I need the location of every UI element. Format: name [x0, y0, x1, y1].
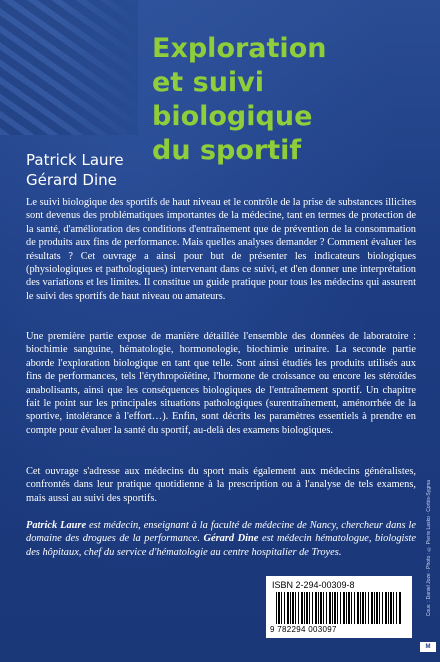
- bio-author-name: Patrick Laure: [26, 520, 87, 531]
- author-name: Patrick Laure: [26, 151, 124, 169]
- summary-paragraph: Le suivi biologique des sportifs de haut niveau et le contrôle de la prise de substances illicites sont devenus des problématiques importantes de la médecine, tant en termes de protection de la santé, d'amélioration des conditions d'entraînement que de prévention de la consommation de produits aux fins de performance. Mais quelles analyses demander ? Comment évaluer les résultats ? Cet ouvrage a ainsi pour but de présenter les indicateurs biologiques (physiologiques et pathologiques) intervenant dans ce suivi, et d'en donner une interprétation des variations et les limites. Il constitue un guide pratique pour tous les médecins qui assurent le suivi des sportifs de haut niveau ou amateurs.: [26, 197, 416, 302]
- bio-text: est médecin, enseignant à la faculté de médecine de Nancy, chercheur dans le domaine des drogues de la performance.: [26, 520, 416, 545]
- bio-text: est médecin hématologue, biologiste des hôpitaux, chef du service d'hématologie au centre hospitalier de Troyes.: [26, 533, 416, 558]
- contents-paragraph: Une première partie expose de manière détaillée l'ensemble des données de laboratoire : biochimie sanguine, hématologie, hormonologie, biochimie urinaire. La seconde partie aborde l'exploration biologique en tant que telle. Sont ainsi étudiés les produits utilisés aux fins de performances, tels l'érythropoïétine, l'hormone de croissance ou encore les stéroïdes anabolisants, ainsi que les conséquences biologiques de l'entraînement sportif. Un chapitre fait le point sur les principales situations pathologiques (surentraînement, aménorrhée de la sportive, intolérance à l'effort…). Enfin, sont décrits les paramètres essentiels à prendre en compte pour évaluer la santé du sportif, au-delà des examens biologiques.: [26, 331, 416, 436]
- cover-credit: Couv. : Daniel Joze · Photo : © Pierre Lasko · Corbis-Sygma: [426, 480, 432, 617]
- author-name: Gérard Dine: [26, 171, 117, 189]
- isbn-label: ISBN 2-294-00309-8: [272, 580, 355, 590]
- authors: [26, 150, 124, 190]
- barcode-digits: 9 782294 003097: [270, 625, 337, 634]
- title-line: Exploration: [152, 33, 327, 64]
- title-line: et suivi: [152, 67, 265, 98]
- barcode-icon: [276, 592, 402, 624]
- author-bio: [26, 519, 416, 559]
- publisher-logo-icon: M: [420, 642, 436, 652]
- audience-paragraph: Cet ouvrage s'adresse aux médecins du sport mais également aux médecins généralistes, confrontés dans leur pratique quotidienne à la prescription ou à l'analyse de tels examens, mais aussi au suivi des sportifs.: [26, 466, 416, 504]
- bio-author-name: Gérard Dine: [203, 533, 259, 545]
- book-title: [152, 32, 422, 168]
- title-line: du sportif: [152, 135, 302, 166]
- cover-photo: [0, 0, 138, 135]
- title-line: biologique: [152, 101, 313, 132]
- barcode-box: [266, 576, 412, 638]
